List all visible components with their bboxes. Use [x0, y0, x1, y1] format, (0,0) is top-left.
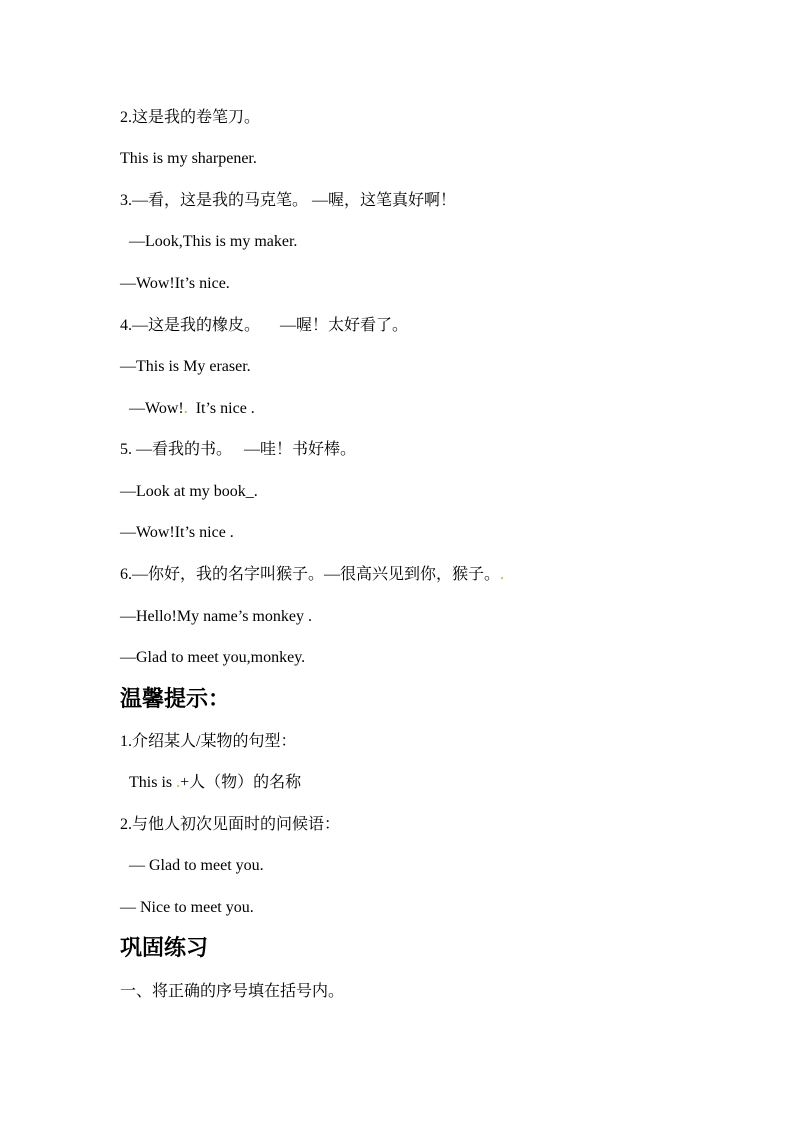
sentence-5-english-b: —Wow!It’s nice .: [120, 524, 234, 541]
sentence-3-chinese: 3.—看，这是我的马克笔。 —喔，这笔真好啊！: [120, 192, 457, 209]
sentence-2-english: This is my sharpener.: [120, 150, 257, 167]
tip-2: 2.与他人初次见面时的问候语：: [120, 816, 341, 833]
tip-1-pattern: [129, 773, 301, 793]
sentence-4-chinese: 4.—这是我的橡皮。 —喔！太好看了。: [120, 317, 409, 334]
sentence-3-english-a: —Look,This is my maker.: [129, 233, 298, 250]
sentence-5-english-a: —Look at my book_.: [120, 483, 258, 500]
pattern-suffix: +人（物）的名称: [180, 774, 302, 791]
sentence-6-chinese-text: 6.—你好，我的名字叫猴子。—很高兴见到你，猴子。: [120, 566, 501, 583]
tip-2-greeting-b: — Nice to meet you.: [120, 899, 254, 916]
sentence-4-english-a: —This is My eraser.: [120, 358, 251, 375]
nice-text: It’s nice .: [195, 400, 255, 417]
sentence-4-english-b: [129, 399, 255, 419]
practice-heading: 巩固练习: [120, 936, 209, 961]
tip-1: 1.介绍某人/某物的句型：: [120, 733, 297, 750]
tip-2-greeting-a: — Glad to meet you.: [129, 857, 264, 874]
editor-mark: .: [183, 400, 188, 417]
sentence-6-chinese: [120, 565, 504, 585]
this-is-text: This is: [129, 774, 173, 791]
wow-text: —Wow!: [129, 400, 184, 417]
tips-heading: 温馨提示：: [120, 687, 231, 712]
sentence-2-chinese: 2.这是我的卷笔刀。: [120, 109, 261, 126]
sentence-6-english-b: —Glad to meet you,monkey.: [120, 649, 306, 666]
sentence-6-english-a: —Hello!My name’s monkey .: [120, 608, 312, 625]
editor-mark: .: [176, 774, 181, 791]
sentence-5-chinese: 5. —看我的书。 —哇！书好棒。: [120, 441, 357, 458]
sentence-3-english-b: —Wow!It’s nice.: [120, 275, 230, 292]
practice-instruction: 一、将正确的序号填在括号内。: [120, 983, 345, 1000]
editor-mark: .: [500, 566, 505, 583]
